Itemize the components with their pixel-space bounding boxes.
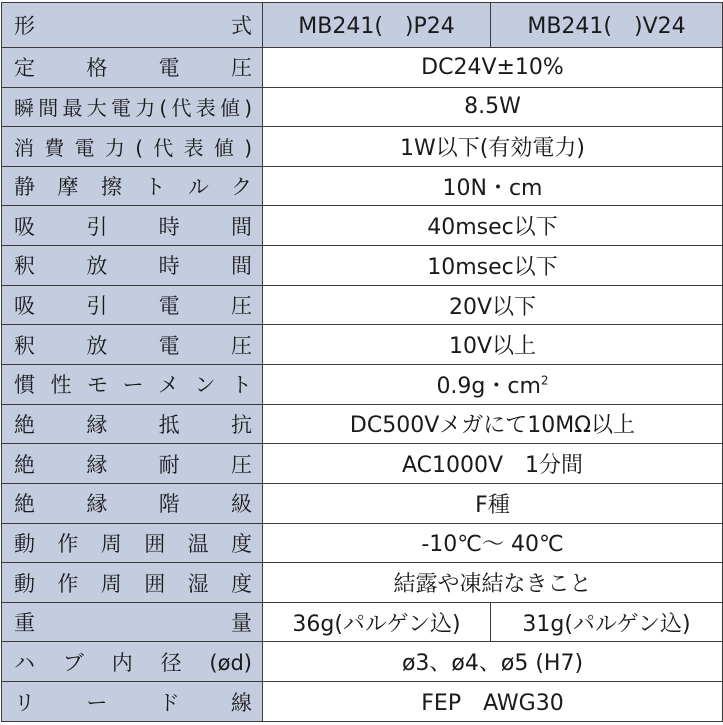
- row-label: 動作周囲温度: [2, 523, 263, 563]
- table-row: [2, 285, 723, 325]
- row-label: リ ー ド 線: [2, 682, 263, 722]
- table-row: [2, 404, 723, 444]
- header-model-p: MB241( )P24: [263, 3, 491, 48]
- table-row: [2, 166, 723, 206]
- table-row: [2, 602, 723, 642]
- row-value: 10V以上: [263, 325, 723, 365]
- row-label: 慣性モーメント: [2, 364, 263, 404]
- row-value: F種: [263, 483, 723, 523]
- table-row: [2, 127, 723, 167]
- row-label: 釈 放 時 間: [2, 246, 263, 286]
- row-label: 釈 放 電 圧: [2, 325, 263, 365]
- row-label: 絶 縁 抵 抗: [2, 404, 263, 444]
- row-value: 結露や凍結なきこと: [263, 563, 723, 603]
- table-row: [2, 87, 723, 127]
- row-label: ハブ内径(ød): [2, 642, 263, 682]
- row-label: 消費電力(代表値): [2, 127, 263, 167]
- table-row: [2, 364, 723, 404]
- inertia-exponent: 2: [540, 373, 549, 388]
- row-label: 絶 縁 耐 圧: [2, 444, 263, 484]
- row-value: 10msec以下: [263, 246, 723, 286]
- row-value: -10℃〜 40℃: [263, 523, 723, 563]
- row-label: 動作周囲湿度: [2, 563, 263, 603]
- row-label: 静摩擦トルク: [2, 166, 263, 206]
- table-row: [2, 483, 723, 523]
- row-value: [263, 364, 723, 404]
- header-label-cell: 形 式: [2, 3, 263, 48]
- row-value: ø3、ø4、ø5 (H7): [263, 642, 723, 682]
- table-row: [2, 325, 723, 365]
- row-value: FEP AWG30: [263, 682, 723, 722]
- row-label: 吸 引 時 間: [2, 206, 263, 246]
- row-value: AC1000V 1分間: [263, 444, 723, 484]
- row-value: 8.5W: [263, 87, 723, 127]
- row-value: 40msec以下: [263, 206, 723, 246]
- row-label: 瞬間最大電力(代表値): [2, 87, 263, 127]
- inertia-value: 0.9g・cm: [436, 373, 541, 399]
- row-value: 20V以下: [263, 285, 723, 325]
- row-value: 10N・cm: [263, 166, 723, 206]
- table-header-row: [2, 3, 723, 48]
- row-value: 1W以下(有効電力): [263, 127, 723, 167]
- table-row: [2, 444, 723, 484]
- row-label: 絶 縁 階 級: [2, 483, 263, 523]
- weight-value-p: 36g(パルゲン込): [263, 602, 491, 642]
- table-row: [2, 523, 723, 563]
- row-label: 定 格 電 圧: [2, 47, 263, 87]
- row-value: DC500Vメガにて10MΩ以上: [263, 404, 723, 444]
- table-row: [2, 563, 723, 603]
- table-row: [2, 47, 723, 87]
- row-value: DC24V±10%: [263, 47, 723, 87]
- table-row: [2, 246, 723, 286]
- header-model-v: MB241( )V24: [491, 3, 723, 48]
- row-label: 重 量: [2, 602, 263, 642]
- spec-table: [1, 2, 723, 722]
- table-row: [2, 682, 723, 722]
- table-row: [2, 642, 723, 682]
- row-label: 吸 引 電 圧: [2, 285, 263, 325]
- table-row: [2, 206, 723, 246]
- weight-value-v: 31g(パルゲン込): [491, 602, 723, 642]
